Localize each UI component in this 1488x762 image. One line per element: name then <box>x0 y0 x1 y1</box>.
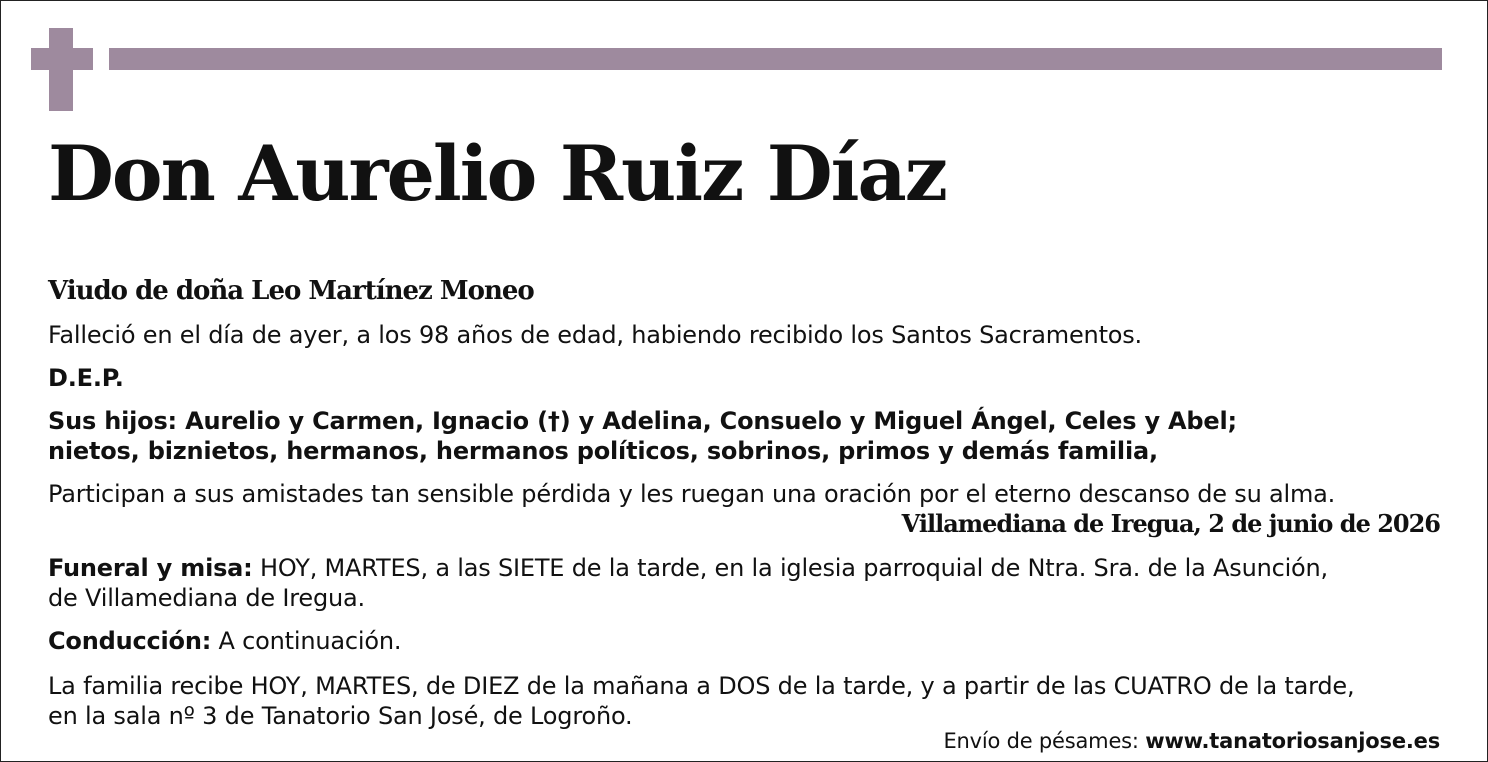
header-bar <box>109 48 1442 70</box>
funeral-text: HOY, MARTES, a las SIETE de la tarde, en la iglesia parroquial de Ntra. Sra. de la Asunción, <box>252 554 1328 582</box>
reception-line-1: La familia recibe HOY, MARTES, de DIEZ de la mañana a DOS de la tarde, y a partir de las CUATRO de la tarde, <box>48 672 1355 700</box>
funeral-label: Funeral y misa: <box>48 554 253 582</box>
cross-icon-arm <box>31 48 93 70</box>
conduction-text: A continuación. <box>211 627 402 655</box>
reception-line-2: en la sala nº 3 de Tanatorio San José, de Logroño. <box>48 702 633 730</box>
deceased-name: Don Aurelio Ruiz Díaz <box>48 129 946 218</box>
condolences-footer <box>943 729 1440 753</box>
dep-text: D.E.P. <box>48 364 124 392</box>
family-line-1: Sus hijos: Aurelio y Carmen, Ignacio (†) y Adelina, Consuelo y Miguel Ángel, Celes y Abel; <box>48 407 1237 435</box>
condolences-label: Envío de pésames: <box>943 729 1146 753</box>
conduction-line <box>48 626 401 656</box>
place-date: Villamediana de Iregua, 2 de junio de 2026 <box>901 509 1440 538</box>
participation-text: Participan a sus amistades tan sensible pérdida y les ruegan una oración por el eterno descanso de su alma. <box>48 480 1336 508</box>
website-link[interactable]: www.tanatoriosanjose.es <box>1145 729 1440 753</box>
family-line-2: nietos, biznietos, hermanos, hermanos políticos, sobrinos, primos y demás familia, <box>48 437 1158 465</box>
funeral-line-2: de Villamediana de Iregua. <box>48 584 365 612</box>
passing-text: Falleció en el día de ayer, a los 98 años de edad, habiendo recibido los Santos Sacramentos. <box>48 321 1142 349</box>
funeral-line-1 <box>48 553 1328 583</box>
conduction-label: Conducción: <box>48 627 212 655</box>
widow-line: Viudo de doña Leo Martínez Moneo <box>48 276 534 306</box>
